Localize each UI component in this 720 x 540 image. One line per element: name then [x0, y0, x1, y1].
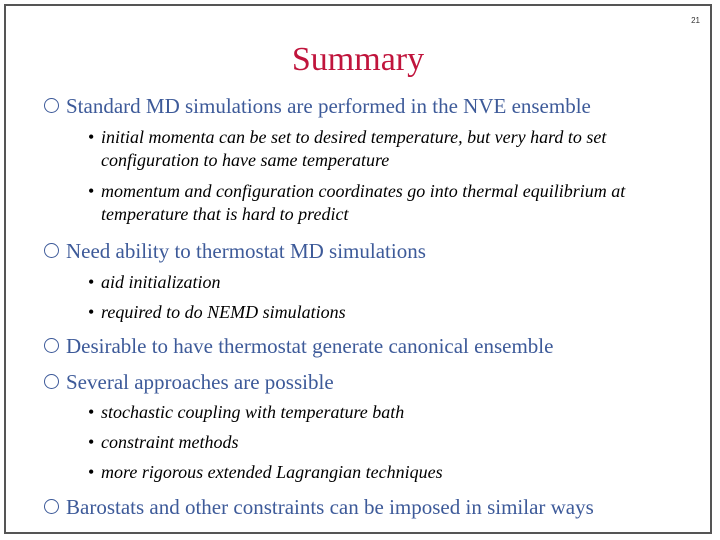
- dot-bullet-icon: •: [88, 272, 95, 292]
- sub-bullet-2-1: [88, 271, 688, 294]
- bullet-4-text: Several approaches are possible: [66, 370, 334, 394]
- slide-title: Summary: [291, 41, 425, 78]
- dot-bullet-icon: •: [88, 127, 95, 147]
- bullet-list: [6, 6, 710, 532]
- circle-bullet-icon: [44, 98, 59, 113]
- sub-bullet-4-2-text: constraint methods: [101, 432, 239, 452]
- circle-bullet-icon: [44, 243, 59, 258]
- slide-frame: [4, 4, 712, 534]
- sub-bullet-4-1: [88, 401, 688, 424]
- sub-bullet-4-3: [88, 461, 688, 484]
- dot-bullet-icon: •: [88, 402, 95, 422]
- circle-bullet-icon: [44, 338, 59, 353]
- circle-bullet-icon: [44, 374, 59, 389]
- bullet-2-text: Need ability to thermostat MD simulations: [66, 239, 426, 263]
- sub-bullet-1-2: [88, 180, 688, 226]
- sub-bullet-1-2-text: momentum and configuration coordinates go into thermal equilibrium at temperature that is hard to predict: [101, 181, 626, 224]
- dot-bullet-icon: •: [88, 432, 95, 452]
- sub-bullet-4-2: [88, 431, 688, 454]
- bullet-1-text: Standard MD simulations are performed in the NVE ensemble: [66, 94, 591, 118]
- sub-bullet-2-2: [88, 301, 688, 324]
- bullet-5-text: Barostats and other constraints can be imposed in similar ways: [66, 495, 594, 519]
- circle-bullet-icon: [44, 499, 59, 514]
- sub-bullet-1-1: [88, 126, 688, 172]
- sub-bullet-1-1-text: initial momenta can be set to desired temperature, but very hard to set configuration to have same temperature: [101, 127, 607, 170]
- dot-bullet-icon: •: [88, 181, 95, 201]
- sub-bullet-2-2-text: required to do NEMD simulations: [101, 302, 346, 322]
- sub-bullet-4-1-text: stochastic coupling with temperature bath: [101, 402, 405, 422]
- dot-bullet-icon: •: [88, 462, 95, 482]
- dot-bullet-icon: •: [88, 302, 95, 322]
- bullet-3-text: Desirable to have thermostat generate canonical ensemble: [66, 334, 554, 358]
- page-number: 21: [691, 16, 700, 25]
- sub-bullet-4-3-text: more rigorous extended Lagrangian techniques: [101, 462, 443, 482]
- sub-bullet-2-1-text: aid initialization: [101, 272, 221, 292]
